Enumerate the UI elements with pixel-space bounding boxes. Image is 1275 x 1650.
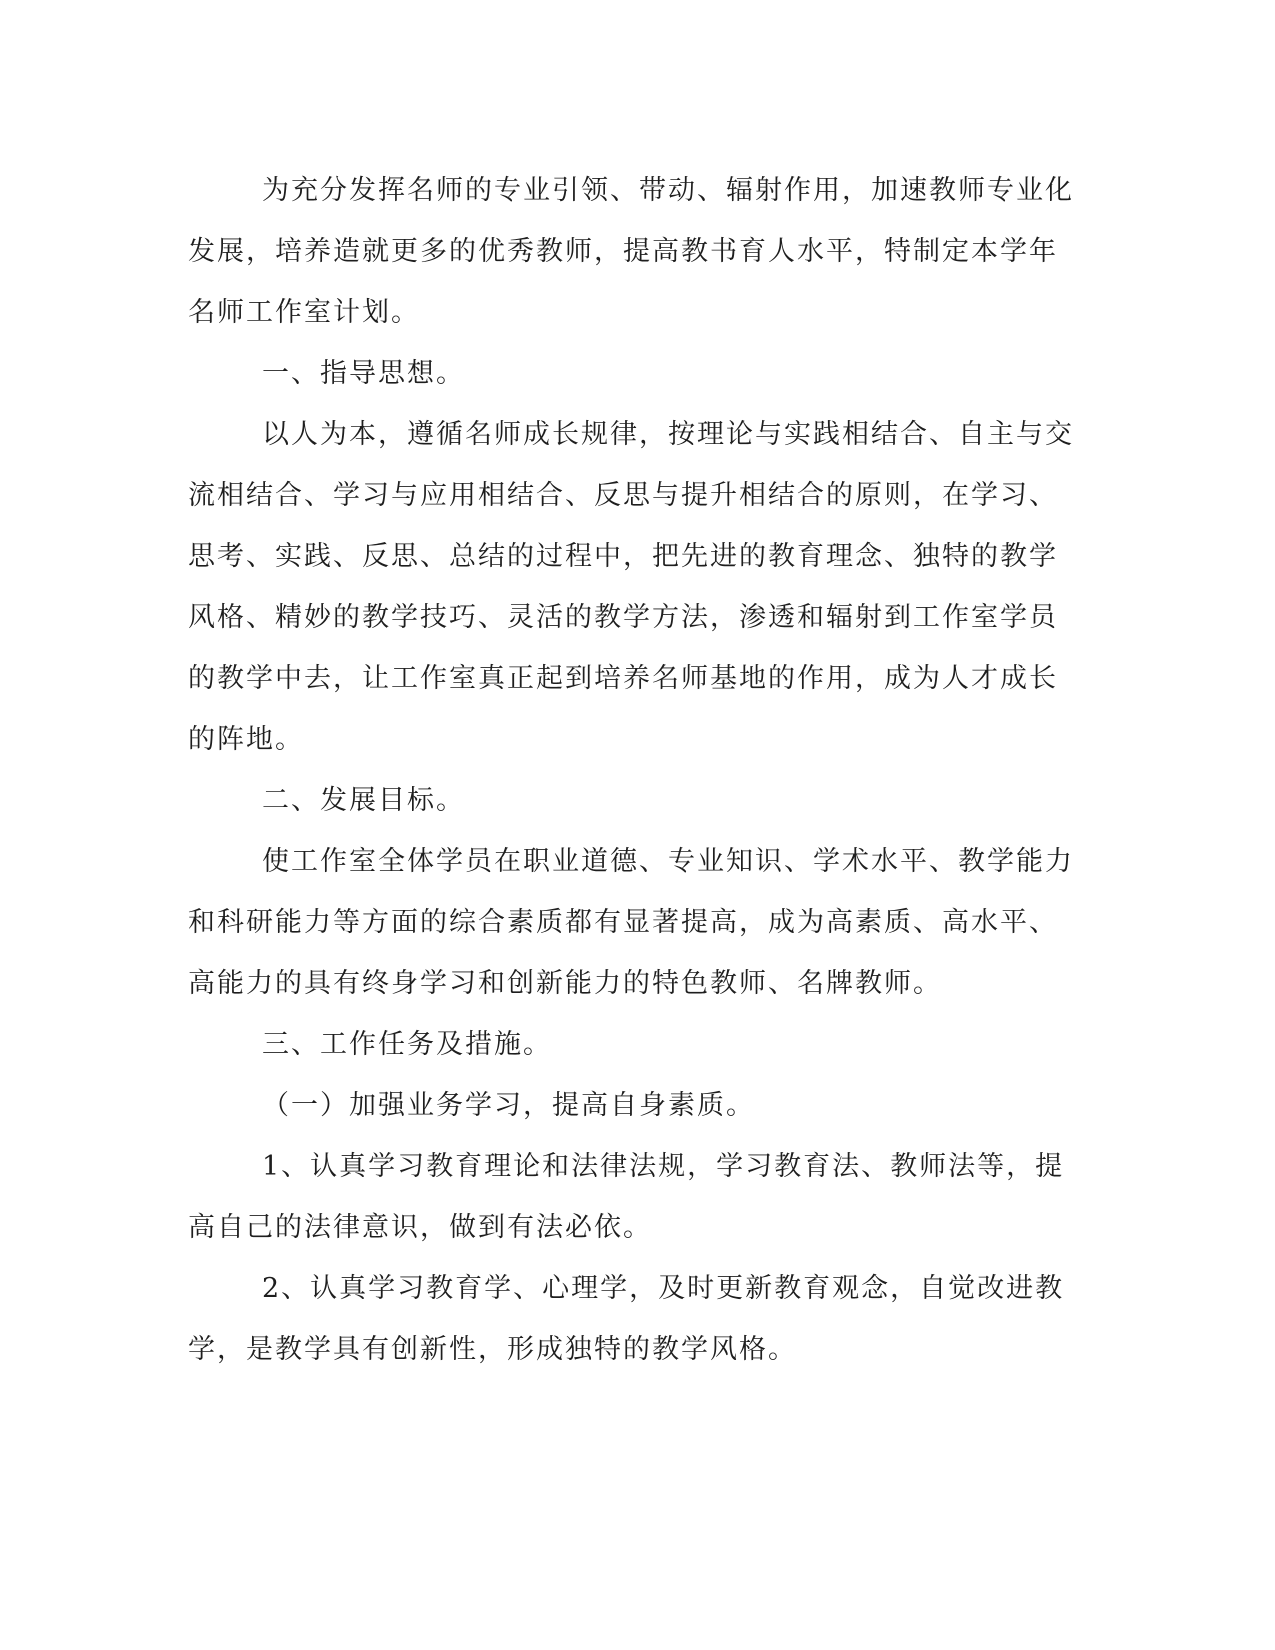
section-heading-tasks-measures: 三、工作任务及措施。: [262, 1029, 552, 1060]
development-goals-paragraph: 使工作室全体学员在职业道德、专业知识、学术水平、教学能力和科研能力等方面的综合素质都有显著提高，成为高素质、高水平、高能力的具有终身学习和创新能力的特色教师、名牌教师。: [188, 846, 1074, 999]
guiding-ideology-paragraph: 以人为本，遵循名师成长规律，按理论与实践相结合、自主与交流相结合、学习与应用相结合、反思与提升相结合的原则，在学习、思考、实践、反思、总结的过程中，把先进的教育理念、独特的教学风格、精妙的教学技巧、灵活的教学方法，渗透和辐射到工作室学员的教学中去，让工作室真正起到培养名师基地的作用，成为人才成长的阵地。: [188, 419, 1074, 755]
section-heading-development-goals: 二、发展目标。: [262, 785, 465, 816]
list-item-pedagogy-study: 2、认真学习教育学、心理学，及时更新教育观念，自觉改进教学，是教学具有创新性，形成独特的教学风格。: [188, 1273, 1065, 1365]
document-body: [188, 160, 1078, 1380]
intro-paragraph: 为充分发挥名师的专业引领、带动、辐射作用，加速教师专业化发展，培养造就更多的优秀教师，提高教书育人水平，特制定本学年名师工作室计划。: [188, 175, 1074, 328]
subsection-heading-business-study: （一）加强业务学习，提高自身素质。: [262, 1090, 755, 1121]
section-heading-guiding-ideology: 一、指导思想。: [262, 358, 465, 389]
list-item-law-study: 1、认真学习教育理论和法律法规，学习教育法、教师法等，提高自己的法律意识，做到有法必依。: [188, 1151, 1065, 1243]
